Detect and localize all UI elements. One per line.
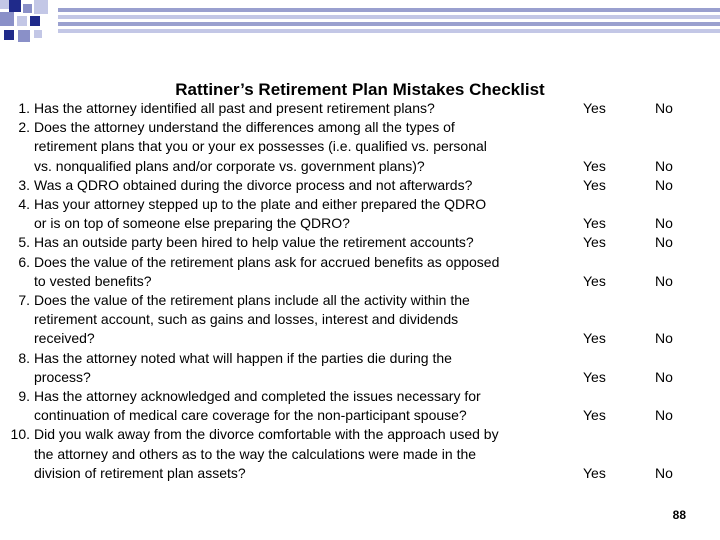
- item-text-line: to vested benefits?: [34, 272, 152, 289]
- yes-option: Yes: [583, 215, 606, 232]
- item-number: 3.: [18, 176, 30, 193]
- no-option: No: [655, 368, 673, 385]
- decorative-header: [0, 0, 720, 50]
- yes-option: Yes: [583, 176, 606, 193]
- deco-square: [34, 30, 42, 38]
- no-option: No: [655, 272, 673, 289]
- item-text-line: or is on top of someone else preparing the QDRO?: [34, 215, 350, 232]
- item-text-line: retirement plans that you or your ex possesses (i.e. qualified vs. personal: [34, 138, 487, 155]
- item-number: 9.: [18, 388, 30, 404]
- item-text-line: Does the attorney understand the differences among all the types of: [34, 119, 455, 136]
- item-text-line: Has your attorney stepped up to the plate and either prepared the QDRO: [34, 196, 487, 212]
- item-text-line: vs. nonqualified plans and/or corporate vs. government plans)?: [34, 157, 425, 174]
- deco-square: [34, 0, 48, 14]
- no-option: No: [655, 157, 673, 174]
- item-text-line: retirement account, such as gains and losses, interest and dividends: [34, 311, 459, 328]
- deco-square: [9, 0, 21, 12]
- yes-option: Yes: [583, 330, 606, 347]
- page-title: [0, 80, 720, 100]
- yes-option: Yes: [583, 234, 606, 251]
- item-number: 2.: [18, 119, 30, 136]
- deco-square: [23, 4, 32, 13]
- deco-square: [17, 16, 27, 26]
- item-number: 4.: [18, 196, 30, 212]
- item-text-line: Has the attorney acknowledged and completed the issues necessary for: [34, 388, 481, 404]
- item-text-line: Did you walk away from the divorce comfortable with the approach used by: [34, 426, 499, 443]
- item-number: 6.: [18, 253, 30, 270]
- item-number: 10.: [10, 426, 30, 443]
- no-option: No: [655, 330, 673, 347]
- item-text-line: Does the value of the retirement plans ask for accrued benefits as opposed: [34, 253, 500, 270]
- item-text-line: the attorney and others as to the way the calculations were made in the: [34, 445, 477, 462]
- page-number: 88: [672, 508, 686, 522]
- no-option: No: [655, 100, 673, 116]
- no-option: No: [655, 464, 673, 481]
- no-option: No: [655, 215, 673, 232]
- item-number: 5.: [18, 234, 30, 251]
- item-number: 8.: [18, 349, 30, 366]
- header-stripes: [58, 8, 720, 38]
- deco-square: [18, 30, 30, 42]
- item-number: 7.: [18, 292, 30, 308]
- item-text-line: Has the attorney identified all past and present retirement plans?: [34, 100, 435, 116]
- no-option: No: [655, 407, 673, 424]
- item-text-line: Does the value of the retirement plans include all the activity within the: [34, 292, 470, 308]
- yes-option: Yes: [583, 368, 606, 385]
- title-text: Rattiner’s Retirement Plan Mistakes Checklist: [175, 80, 545, 99]
- yes-option: Yes: [583, 407, 606, 424]
- item-text-line: Has the attorney noted what will happen if the parties die during the: [34, 349, 452, 366]
- yes-option: Yes: [583, 157, 606, 174]
- deco-square: [0, 12, 14, 26]
- yes-option: Yes: [583, 464, 606, 481]
- item-text-line: division of retirement plan assets?: [34, 464, 246, 481]
- deco-square: [4, 30, 14, 40]
- item-text-line: continuation of medical care coverage for the non-participant spouse?: [34, 407, 467, 424]
- yes-option: Yes: [583, 100, 606, 116]
- item-number: 1.: [18, 100, 30, 116]
- deco-square: [0, 0, 9, 9]
- deco-square: [30, 16, 40, 26]
- no-option: No: [655, 234, 673, 251]
- item-text-line: Was a QDRO obtained during the divorce process and not afterwards?: [34, 176, 473, 193]
- item-text-line: process?: [34, 368, 91, 385]
- yes-option: Yes: [583, 272, 606, 289]
- no-option: No: [655, 176, 673, 193]
- item-text-line: Has an outside party been hired to help value the retirement accounts?: [34, 234, 474, 251]
- item-text-line: received?: [34, 330, 95, 347]
